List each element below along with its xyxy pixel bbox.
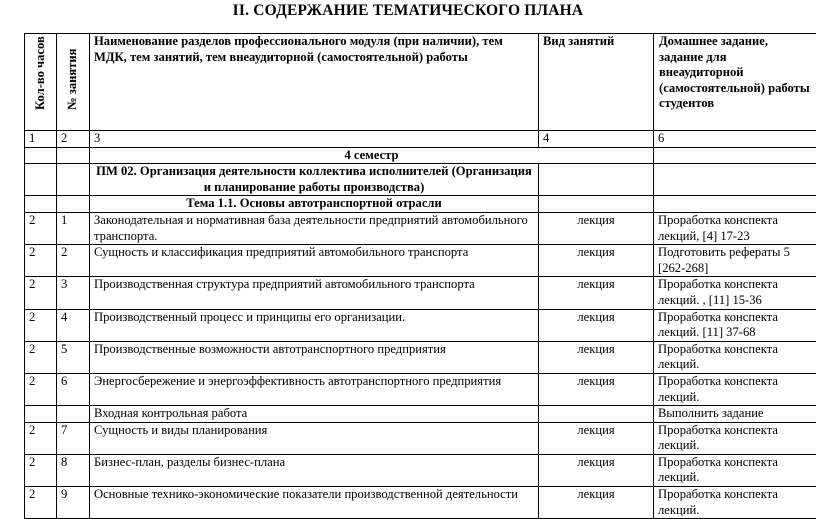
homework: Проработка конспекта лекций. [654, 341, 816, 373]
lesson-number [57, 406, 90, 423]
column-numbering-row [25, 131, 816, 148]
header-section-name: Наименование разделов профессионального модуля (при наличии), тем МДК, тем занятий, тем внеаудиторной (самостоятельной) работы [90, 34, 539, 131]
table-row [25, 373, 816, 405]
lesson-name: Сущность и виды планирования [90, 422, 539, 454]
lesson-name: Энергосбережение и энергоэффективность автотранспортного предприятия [90, 373, 539, 405]
semester-row [25, 147, 816, 164]
lesson-name: Законодательная и нормативная база деятельности предприятий автомобильного транспорта. [90, 212, 539, 244]
lesson-type: лекция [539, 245, 654, 277]
lesson-number: 6 [57, 373, 90, 405]
table-row [25, 212, 816, 244]
table-header-row [25, 34, 816, 131]
lesson-type: лекция [539, 212, 654, 244]
homework: Проработка конспекта лекций. [11] 37-68 [654, 309, 816, 341]
lesson-hours: 2 [25, 422, 57, 454]
table-row [25, 309, 816, 341]
lesson-hours: 2 [25, 454, 57, 486]
homework: Проработка конспекта лекций. [654, 373, 816, 405]
homework: Выполнить задание [654, 406, 816, 423]
topic-title: Тема 1.1. Основы автотранспортной отрасли [90, 196, 539, 213]
header-hours: Кол-во часов [25, 34, 57, 131]
column-number: 2 [57, 131, 90, 148]
lesson-type [539, 406, 654, 423]
lesson-type: лекция [539, 341, 654, 373]
lesson-name: Входная контрольная работа [90, 406, 539, 423]
table-row [25, 406, 816, 423]
lesson-number: 1 [57, 212, 90, 244]
lesson-type: лекция [539, 422, 654, 454]
thematic-plan-table [24, 33, 816, 519]
lesson-hours: 2 [25, 309, 57, 341]
table-row [25, 277, 816, 309]
lesson-type: лекция [539, 277, 654, 309]
lesson-hours [25, 406, 57, 423]
lesson-name: Основные технико-экономические показатели производственной деятельности [90, 487, 539, 519]
lesson-type: лекция [539, 487, 654, 519]
lesson-type: лекция [539, 373, 654, 405]
module-title: ПМ 02. Организация деятельности коллектива исполнителей (Организация и планирование работы производства) [90, 164, 539, 196]
homework: Подготовить рефераты 5 [262-268] [654, 245, 816, 277]
lesson-hours: 2 [25, 277, 57, 309]
module-row [25, 164, 816, 196]
lesson-name: Сущность и классификация предприятий автомобильного транспорта [90, 245, 539, 277]
column-number: 1 [25, 131, 57, 148]
lesson-hours: 2 [25, 212, 57, 244]
table-row [25, 422, 816, 454]
lesson-hours: 2 [25, 487, 57, 519]
lesson-number: 9 [57, 487, 90, 519]
lesson-name: Производственная структура предприятий автомобильного транспорта [90, 277, 539, 309]
header-lesson-number: № занятия [57, 34, 90, 131]
homework: Проработка конспекта лекций. [654, 454, 816, 486]
lesson-type: лекция [539, 454, 654, 486]
table-row [25, 245, 816, 277]
lesson-number: 2 [57, 245, 90, 277]
lesson-name: Производственный процесс и принципы его организации. [90, 309, 539, 341]
homework: Проработка конспекта лекций. , [11] 15-36 [654, 277, 816, 309]
lesson-number: 3 [57, 277, 90, 309]
column-number: 6 [654, 131, 816, 148]
lesson-hours: 2 [25, 373, 57, 405]
header-lesson-type: Вид занятий [539, 34, 654, 131]
lesson-name: Производственные возможности автотранспортного предприятия [90, 341, 539, 373]
homework: Проработка конспекта лекций. [654, 487, 816, 519]
homework: Проработка конспекта лекций. [654, 422, 816, 454]
lesson-number: 4 [57, 309, 90, 341]
table-row [25, 454, 816, 486]
homework: Проработка конспекта лекций, [4] 17-23 [654, 212, 816, 244]
semester-label: 4 семестр [90, 147, 654, 164]
page-title: II. СОДЕРЖАНИЕ ТЕМАТИЧЕСКОГО ПЛАНА [0, 2, 816, 20]
lesson-type: лекция [539, 309, 654, 341]
lesson-number: 8 [57, 454, 90, 486]
lesson-name: Бизнес-план, разделы бизнес-плана [90, 454, 539, 486]
lesson-number: 7 [57, 422, 90, 454]
lesson-number: 5 [57, 341, 90, 373]
table-row [25, 341, 816, 373]
topic-row [25, 196, 816, 213]
header-homework: Домашнее задание, задание для внеаудиторной (самостоятельной) работы студентов [654, 34, 816, 131]
column-number: 4 [539, 131, 654, 148]
lesson-hours: 2 [25, 245, 57, 277]
lesson-hours: 2 [25, 341, 57, 373]
column-number: 3 [90, 131, 539, 148]
